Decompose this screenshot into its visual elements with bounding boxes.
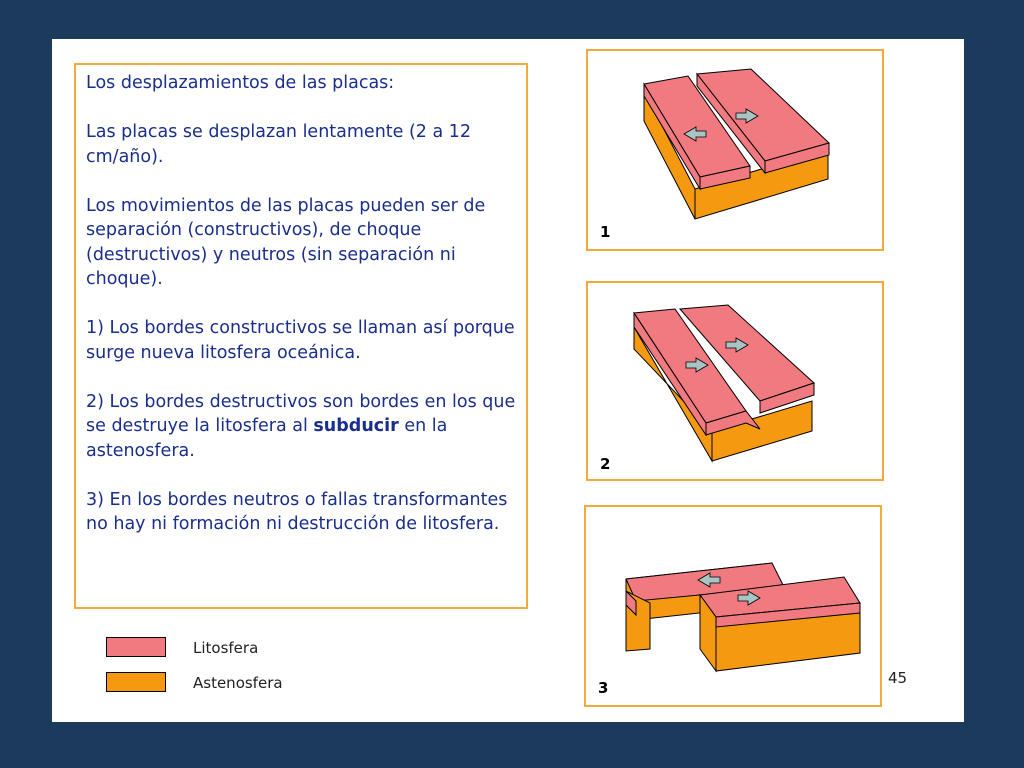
legend-label-astenosfera: Astenosfera — [193, 674, 283, 692]
destructive-text-b: en la astenosfera. — [86, 416, 448, 461]
paragraph-neutral: 3) En los bordes neutros o fallas transformantes no hay ni formación ni destrucción de litosfera. — [86, 489, 508, 534]
diagram-panel-2 — [586, 281, 884, 481]
legend-label-litosfera: Litosfera — [193, 639, 259, 657]
convergent-boundary-diagram — [588, 283, 882, 479]
page-number: 45 — [888, 669, 908, 687]
paragraph-destructive — [86, 390, 516, 464]
transform-boundary-diagram — [586, 507, 880, 705]
subducir-term: subducir — [313, 416, 399, 436]
text-box — [74, 63, 528, 609]
panel-number-2: 2 — [600, 455, 611, 473]
legend-swatch-astenosfera — [106, 672, 166, 692]
diagram-panel-1 — [586, 49, 884, 251]
divergent-boundary-diagram — [588, 51, 882, 249]
slide-title: Los desplazamientos de las placas: — [86, 73, 395, 93]
panel-number-1: 1 — [600, 223, 611, 241]
legend-swatch-litosfera — [106, 637, 166, 657]
paragraph-speed: Las placas se desplazan lentamente (2 a 12 cm/año). — [86, 122, 472, 167]
diagram-panel-3 — [584, 505, 882, 707]
panel-number-3: 3 — [598, 679, 609, 697]
slide — [52, 39, 964, 722]
paragraph-movement-types: Los movimientos de las placas pueden ser de separación (constructivos), de choque (destructivos) y neutros (sin separación ni choque). — [86, 195, 486, 289]
destructive-text-a: 2) Los bordes destructivos son bordes en los que se destruye la litosfera al — [86, 391, 516, 436]
paragraph-constructive: 1) Los bordes constructivos se llaman así porque surge nueva litosfera oceánica. — [86, 318, 515, 363]
